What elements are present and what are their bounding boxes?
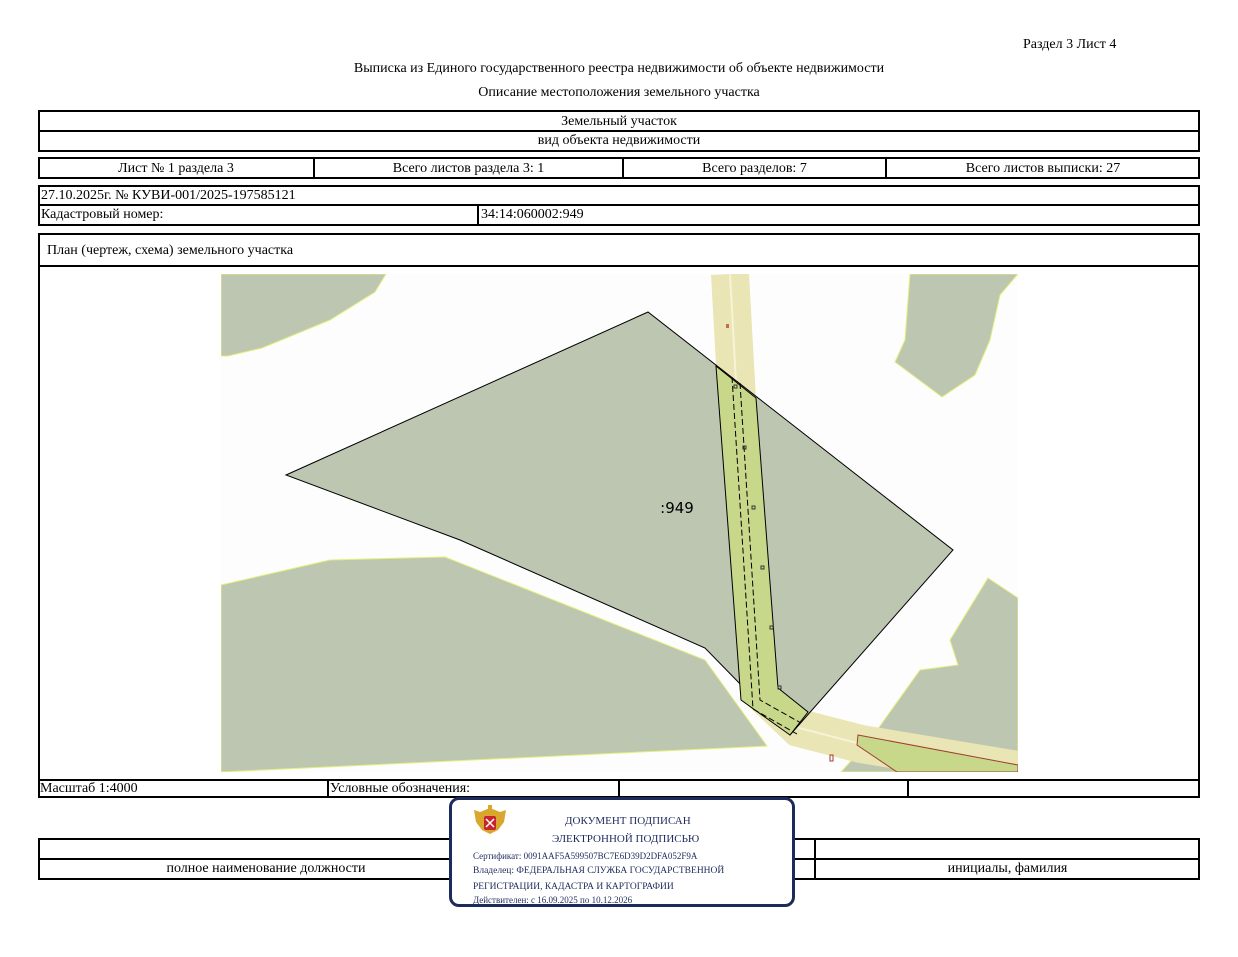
parcel-label: :949 (660, 499, 694, 517)
stamp-line1: ДОКУМЕНТ ПОДПИСАН (565, 815, 691, 827)
divider (38, 265, 1200, 267)
electronic-signature-stamp (449, 797, 795, 907)
total-section-sheets: Всего листов раздела 3: 1 (392, 161, 545, 176)
record-date-number: 27.10.2025г. № КУВИ-001/2025-197585121 (41, 188, 296, 203)
divider (618, 779, 620, 798)
coat-of-arms-icon (472, 804, 508, 844)
cadastral-map (221, 274, 1018, 772)
divider (907, 779, 909, 798)
map-scale: Масштаб 1:4000 (40, 781, 138, 796)
stamp-owner-2: РЕГИСТРАЦИИ, КАДАСТРА И КАРТОГРАФИИ (473, 882, 674, 892)
legend-label: Условные обозначения: (330, 781, 471, 796)
plan-title: План (чертеж, схема) земельного участка (47, 243, 294, 258)
stamp-certificate: Сертификат: 0091AAF5A599507BC7E6D39D2DFA052F9A (473, 851, 698, 861)
document-title: Выписка из Единого государственного реестра недвижимости об объекте недвижимости (353, 61, 885, 76)
sheet-number: Лист № 1 раздела 3 (118, 161, 234, 176)
total-sections: Всего разделов: 7 (702, 161, 807, 176)
name-caption: инициалы, фамилия (947, 861, 1068, 876)
section-sheet: Раздел 3 Лист 4 (1023, 37, 1117, 52)
divider (477, 204, 479, 226)
object-type-caption: вид объекта недвижимости (537, 133, 701, 148)
stamp-line2: ЭЛЕКТРОННОЙ ПОДПИСЬЮ (552, 833, 700, 845)
road-marker (726, 324, 729, 328)
total-extract-sheets: Всего листов выписки: 27 (965, 161, 1121, 176)
cadastral-number: 34:14:060002:949 (481, 207, 584, 222)
document-subtitle: Описание местоположения земельного участка (478, 85, 760, 100)
cadastral-label: Кадастровый номер: (41, 207, 164, 222)
divider (327, 779, 329, 798)
position-caption: полное наименование должности (166, 861, 366, 876)
stamp-owner-1: Владелец: ФЕДЕРАЛЬНАЯ СЛУЖБА ГОСУДАРСТВЕННОЙ (473, 866, 725, 876)
divider (38, 204, 1200, 206)
object-type-value: Земельный участок (561, 114, 677, 129)
divider (38, 130, 1200, 132)
stamp-validity: Действителен: с 16.09.2025 по 10.12.2026 (473, 895, 633, 905)
